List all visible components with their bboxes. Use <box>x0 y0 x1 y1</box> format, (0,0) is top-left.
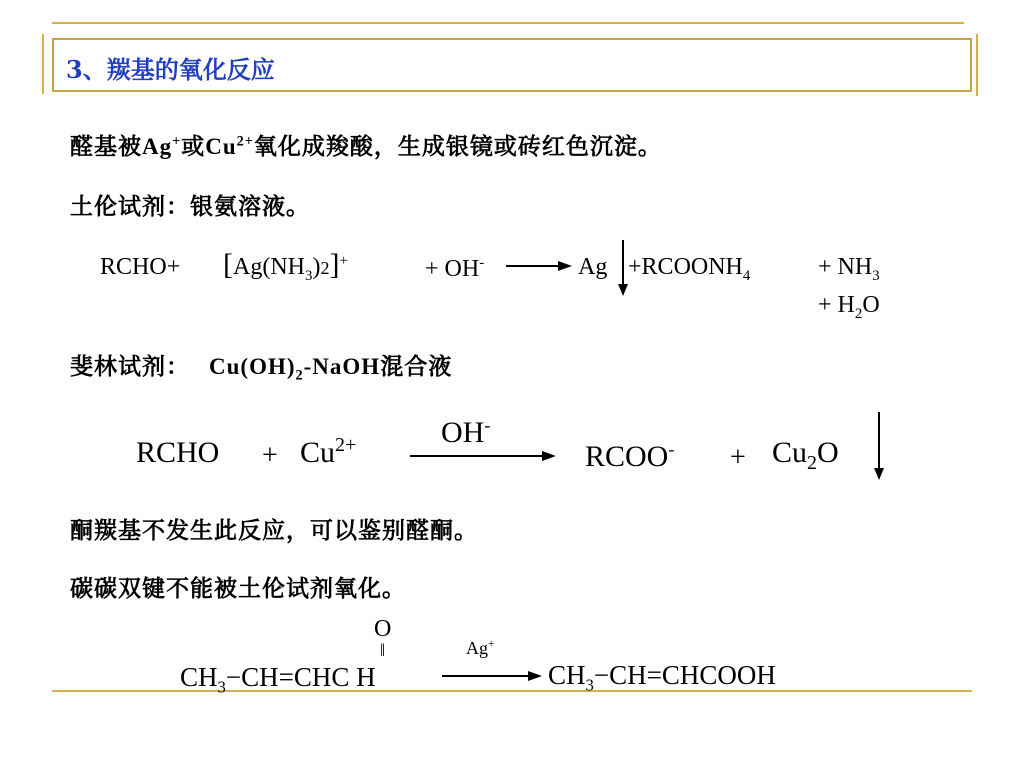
top-rule <box>52 22 964 24</box>
eq2-arrow-label: OH- <box>441 415 491 449</box>
fehling-label: 斐林试剂： <box>70 353 190 380</box>
eq3-product: $CH_3-CH=CHCOOH$ <box>548 660 776 695</box>
text-aldehyde: 醛基被 <box>70 133 142 160</box>
eq3-double-bond: ‖ <box>380 640 386 660</box>
tollens-reagent-line: 土伦试剂：银氨溶液。 <box>70 193 310 220</box>
eq1-ammonium-salt: $+RCOONH_4$ <box>628 254 751 284</box>
eq1-arrow-head <box>558 261 572 271</box>
intro-sentence <box>70 128 662 161</box>
fehling-mixture: 混合液 <box>380 353 453 380</box>
eq1-silver-complex: $[Ag(NH_3)2]^+$ <box>223 248 348 284</box>
eq2-copper-oxide: $Cu_2O$ <box>772 436 839 474</box>
eq2-plus-1: + <box>262 440 278 471</box>
right-rule <box>976 34 978 96</box>
silver-ion: Ag+ <box>142 133 182 159</box>
copper-ion: $Cu^{2+}$ <box>205 133 254 159</box>
ketone-sentence: 酮羰基不发生此反应，可以鉴别醛酮。 <box>70 517 478 544</box>
text-or: 或 <box>181 133 206 160</box>
eq1-ammonia: + $NH_3$ <box>818 254 880 284</box>
eq1-arrow <box>506 265 560 267</box>
fehling-formula: $Cu(OH)_2$-NaOH <box>209 354 381 384</box>
eq1-rcho: RCHO+ <box>100 254 181 280</box>
eq3-arrow-head <box>528 671 542 681</box>
eq3-arrow <box>442 675 530 677</box>
eq2-plus-2: + <box>730 442 746 473</box>
eq2-arrow-head <box>542 451 556 461</box>
double-bond-sentence: 碳碳双键不能被土伦试剂氧化。 <box>70 575 406 602</box>
eq2-precipitate-line <box>878 412 880 470</box>
left-rule <box>42 34 44 94</box>
eq1-water: + $H_2O$ <box>818 292 880 322</box>
eq1-precipitate-arrow <box>618 284 628 296</box>
eq1-hydroxide: + OH- <box>425 255 485 282</box>
eq1-precipitate-line <box>622 240 624 284</box>
page-title: 3、羰基的氧化反应 <box>66 55 275 84</box>
eq2-carboxylate: RCOO- <box>585 439 675 473</box>
eq2-copper-ion: $Cu^{2+}$ <box>300 434 357 469</box>
eq2-precipitate-arrow <box>874 468 884 480</box>
eq2-arrow <box>410 455 544 457</box>
text-result: 氧化成羧酸，生成银镜或砖红色沉淀。 <box>253 133 662 160</box>
title-box <box>52 38 972 92</box>
eq2-rcho: RCHO <box>136 436 220 469</box>
eq3-carbonyl-oxygen: O <box>374 616 392 642</box>
fehling-reagent-line <box>70 348 453 384</box>
eq3-arrow-label: Ag+ <box>466 638 495 658</box>
eq3-reactant: $CH_3-CH=CHC$ H <box>180 662 376 697</box>
eq1-silver-product: Ag <box>578 254 608 280</box>
